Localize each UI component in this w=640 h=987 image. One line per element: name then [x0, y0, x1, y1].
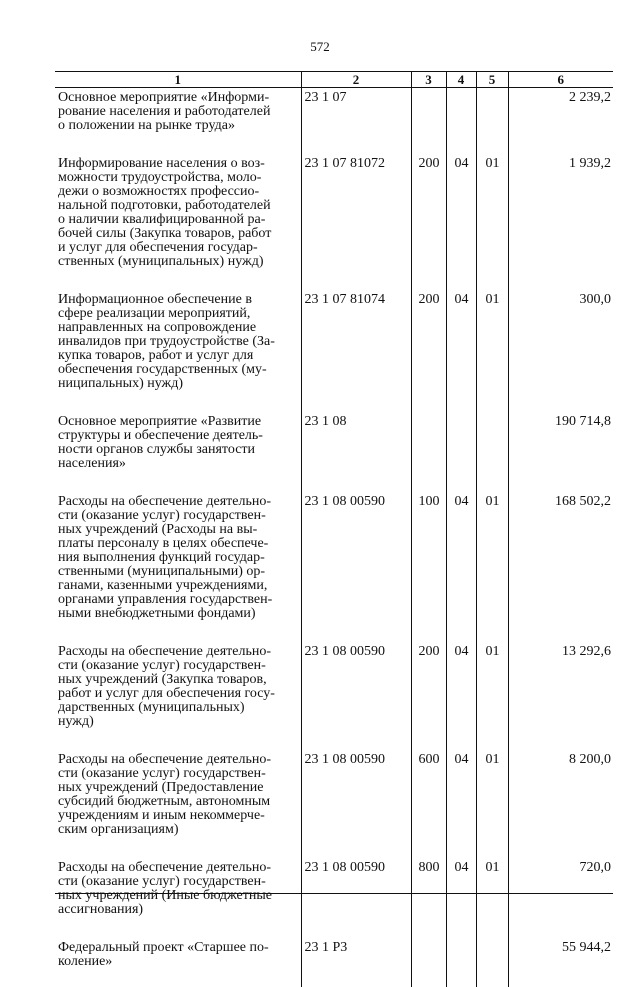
table-row: [55, 88, 613, 155]
row-amount: 168 502,2: [508, 492, 613, 642]
table-body: [55, 88, 613, 987]
row-name: Расходы на обеспечение деятельно- сти (оказание услуг) государствен- ных учреждений (Предоставление субсидий бюджетным, автономным учреждениям и иным некоммерче- ским организациям): [55, 750, 301, 858]
row-code: 23 1 07 81074: [301, 290, 411, 412]
table-row: [55, 750, 613, 858]
row-col5: 01: [476, 750, 508, 858]
table-bottom-border: [55, 893, 613, 894]
row-col5: 01: [476, 290, 508, 412]
row-col5: [476, 938, 508, 987]
row-col5: 01: [476, 492, 508, 642]
row-col4: [446, 88, 476, 155]
row-col3: 200: [411, 154, 446, 290]
row-col4: 04: [446, 154, 476, 290]
row-name: Основное мероприятие «Информи- рование населения и работодателей о положении на рынке труда»: [55, 88, 301, 155]
row-col4: 04: [446, 750, 476, 858]
row-col4: [446, 412, 476, 492]
row-code: 23 1 08 00590: [301, 858, 411, 938]
row-code: 23 1 07 81072: [301, 154, 411, 290]
table-row: [55, 290, 613, 412]
row-amount: 13 292,6: [508, 642, 613, 750]
header-col-5: 5: [476, 72, 508, 88]
row-code: 23 1 08: [301, 412, 411, 492]
budget-table: [55, 71, 613, 987]
page-number: 572: [0, 39, 640, 55]
header-col-4: 4: [446, 72, 476, 88]
row-name: Расходы на обеспечение деятельно- сти (оказание услуг) государствен- ных учреждений (Расходы на вы- платы персоналу в целях обеспече- ния выполнения функций государ- ственными (муниципальными) ор- ганами, казенными учреждениями, органами управления государствен- ными внебюджетными фондами): [55, 492, 301, 642]
table-row: [55, 938, 613, 987]
header-col-2: 2: [301, 72, 411, 88]
row-code: 23 1 08 00590: [301, 642, 411, 750]
row-name: Информирование населения о воз- можности трудоустройства, моло- дежи о возможностях профессио- нальной подготовки, работодателей о наличии квалифицированной ра- бочей силы (Закупка товаров, работ и услуг для обеспечения государ- ственных (муниципальных) нужд): [55, 154, 301, 290]
row-col4: [446, 938, 476, 987]
header-col-3: 3: [411, 72, 446, 88]
row-col3: [411, 938, 446, 987]
header-col-1: 1: [55, 72, 301, 88]
row-name: Информационное обеспечение в сфере реализации мероприятий, направленных на сопровождение инвалидов при трудоустройстве (За- купка товаров, работ и услуг для обеспечения государственных (му- ниципальных) нужд): [55, 290, 301, 412]
header-col-6: 6: [508, 72, 613, 88]
table-row: [55, 642, 613, 750]
row-name: Основное мероприятие «Развитие структуры и обеспечение деятель- ности органов службы занятости населения»: [55, 412, 301, 492]
row-col3: 600: [411, 750, 446, 858]
row-name: Расходы на обеспечение деятельно- сти (оказание услуг) государствен- ных учреждений (Иные бюджетные ассигнования): [55, 858, 301, 938]
row-amount: 300,0: [508, 290, 613, 412]
row-col5: 01: [476, 858, 508, 938]
table-row: [55, 154, 613, 290]
row-col3: [411, 88, 446, 155]
row-col4: 04: [446, 492, 476, 642]
row-code: 23 1 08 00590: [301, 750, 411, 858]
row-col5: 01: [476, 154, 508, 290]
row-col5: [476, 412, 508, 492]
row-code: 23 1 07: [301, 88, 411, 155]
row-col5: 01: [476, 642, 508, 750]
row-name: Расходы на обеспечение деятельно- сти (оказание услуг) государствен- ных учреждений (Закупка товаров, работ и услуг для обеспечения госу- дарственных (муниципальных) нужд): [55, 642, 301, 750]
row-code: 23 1 P3: [301, 938, 411, 987]
table-row: [55, 412, 613, 492]
row-amount: 720,0: [508, 858, 613, 938]
row-col3: 100: [411, 492, 446, 642]
row-col3: [411, 412, 446, 492]
row-col3: 200: [411, 642, 446, 750]
row-col3: 800: [411, 858, 446, 938]
row-col4: 04: [446, 858, 476, 938]
row-amount: 1 939,2: [508, 154, 613, 290]
table-row: [55, 858, 613, 938]
row-col4: 04: [446, 290, 476, 412]
row-code: 23 1 08 00590: [301, 492, 411, 642]
row-amount: 8 200,0: [508, 750, 613, 858]
table-row: [55, 492, 613, 642]
row-amount: 190 714,8: [508, 412, 613, 492]
row-amount: 2 239,2: [508, 88, 613, 155]
row-col3: 200: [411, 290, 446, 412]
row-col4: 04: [446, 642, 476, 750]
row-col5: [476, 88, 508, 155]
table-header-row: [55, 72, 613, 88]
row-name: Федеральный проект «Старшее по- коление»: [55, 938, 301, 987]
row-amount: 55 944,2: [508, 938, 613, 987]
